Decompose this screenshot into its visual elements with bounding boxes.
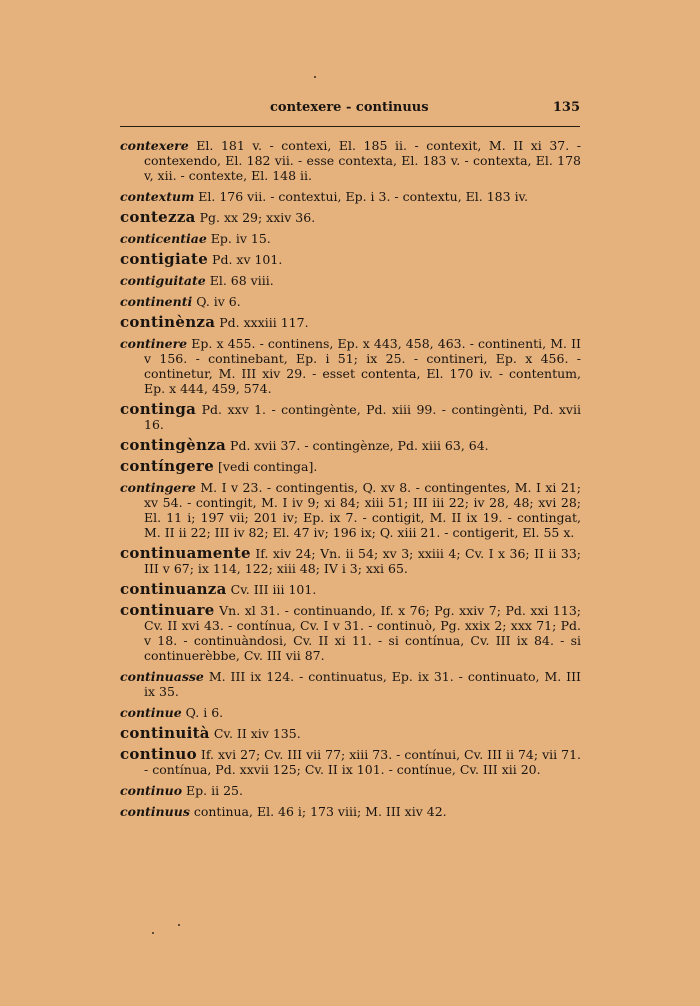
entry-headword: contingènza <box>120 436 227 454</box>
entry-references: Ep. iv 15. <box>206 231 271 246</box>
running-head <box>120 100 580 118</box>
dictionary-entry <box>120 189 581 204</box>
dictionary-entry <box>120 210 581 225</box>
entry-headword: contíngere <box>120 457 215 475</box>
entry-references: [vedi continga]. <box>214 459 318 474</box>
dictionary-entry <box>120 336 581 396</box>
dictionary-entry <box>120 252 581 267</box>
entry-headword: continuus <box>120 804 190 819</box>
entry-headword: continuo <box>120 745 197 763</box>
entry-references: El. 181 v. - contexi, El. 185 ii. - contexit, M. II xi 37. - contexendo, El. 182 vii. - esse contexta, El. 183 v. - contexta, El. 178 v, xii. - contexte, El. 148 ii. <box>144 138 581 183</box>
dictionary-entry <box>120 315 581 330</box>
dictionary-entry <box>120 231 581 246</box>
entry-references: Pd. xxv 1. - contingènte, Pd. xiii 99. - contingènti, Pd. xvii 16. <box>144 402 581 432</box>
entry-references: Cv. II xiv 135. <box>209 726 301 741</box>
entry-references: Pg. xx 29; xxiv 36. <box>195 210 316 225</box>
entry-headword: conticentiae <box>120 231 207 246</box>
entry-headword: contingere <box>120 480 196 495</box>
entry-references: El. 68 viii. <box>205 273 274 288</box>
entry-references: Pd. xvii 37. - contingènze, Pd. xiii 63, 64. <box>226 438 489 453</box>
entry-headword: continenti <box>120 294 193 309</box>
dictionary-entry <box>120 273 581 288</box>
entry-headword: contigiate <box>120 250 209 268</box>
page-speck <box>152 932 154 934</box>
dictionary-entry <box>120 546 581 576</box>
entry-headword: continuanza <box>120 580 227 598</box>
entry-references: If. xiv 24; Vn. ii 54; xv 3; xxiii 4; Cv. I x 36; II ii 33; III v 67; ix 114, 122; xiii 48; IV i 3; xxi 65. <box>144 546 581 576</box>
page-speck <box>178 924 180 926</box>
dictionary-entry <box>120 804 581 819</box>
entry-references: Q. iv 6. <box>192 294 241 309</box>
entry-references: M. III ix 124. - continuatus, Ep. ix 31. - continuato, M. III ix 35. <box>144 669 581 699</box>
dictionary-entry <box>120 669 581 699</box>
entry-headword: contezza <box>120 208 196 226</box>
entry-references: Cv. III iii 101. <box>226 582 317 597</box>
dictionary-entry <box>120 726 581 741</box>
entry-headword: continuità <box>120 724 210 742</box>
entry-headword: continuo <box>120 783 183 798</box>
entry-headword: continuamente <box>120 544 251 562</box>
entry-headword: contexere <box>120 138 189 153</box>
page-speck <box>314 76 316 78</box>
entry-references: Ep. ii 25. <box>182 783 243 798</box>
entry-references: continua, El. 46 i; 173 viii; M. III xiv 42. <box>189 804 447 819</box>
dictionary-entry <box>120 480 581 540</box>
dictionary-entry <box>120 747 581 777</box>
entry-references: El. 176 vii. - contextui, Ep. i 3. - contextu, El. 183 iv. <box>194 189 529 204</box>
dictionary-entry <box>120 402 581 432</box>
dictionary-entry <box>120 138 581 183</box>
dictionary-entry <box>120 582 581 597</box>
entry-references: Vn. xl 31. - continuando, If. x 76; Pg. xxiv 7; Pd. xxi 113; Cv. II xvi 43. - contínua, Cv. I v 31. - continuò, Pg. xxix 2; xxx 71; Pd. v 18. - continuàndosi, Cv. II xi 11. - si contínua, Cv. III ix 84. - si continuerèbbe, Cv. III vii 87. <box>144 603 581 663</box>
entry-references: Q. i 6. <box>181 705 224 720</box>
dictionary-entry <box>120 783 581 798</box>
dictionary-entry <box>120 294 581 309</box>
entry-list <box>120 138 581 825</box>
dictionary-entry <box>120 603 581 663</box>
entry-headword: continga <box>120 400 197 418</box>
running-title: contexere - continuus <box>270 100 429 115</box>
entry-references: If. xvi 27; Cv. III vii 77; xiii 73. - contínui, Cv. III ii 74; vii 71. - contínua, Pd. xxvii 125; Cv. II ix 101. - contínue, Cv. III xii 20. <box>144 747 581 777</box>
dictionary-entry <box>120 705 581 720</box>
dictionary-entry <box>120 438 581 453</box>
entry-references: Pd. xv 101. <box>208 252 283 267</box>
header-rule <box>120 126 580 127</box>
entry-headword: continuasse <box>120 669 204 684</box>
entry-headword: continuare <box>120 601 215 619</box>
entry-headword: contiguitate <box>120 273 206 288</box>
dictionary-entry <box>120 459 581 474</box>
entry-references: Ep. x 455. - continens, Ep. x 443, 458, 463. - continenti, M. II v 156. - continebant, Ep. i 51; ix 25. - contineri, Ep. x 456. - continetur, M. III xiv 29. - esset contenta, El. 170 iv. - contentum, Ep. x 444, 459, 574. <box>144 336 581 396</box>
entry-references: Pd. xxxiii 117. <box>215 315 309 330</box>
entry-references: M. I v 23. - contingentis, Q. xv 8. - contingentes, M. I xi 21; xv 54. - contingit, M. I iv 9; xi 84; xiii 51; III iii 22; iv 28, 48; xvi 28; El. 11 i; 197 vii; 201 iv; Ep. ix 7. - contigit, M. II ix 19. - contingat, M. II ii 22; III iv 82; El. 47 iv; 196 ix; Q. xiii 21. - contigerit, El. 55 x. <box>144 480 581 540</box>
page-number: 135 <box>552 100 580 115</box>
entry-headword: contextum <box>120 189 195 204</box>
entry-headword: continue <box>120 705 182 720</box>
entry-headword: continènza <box>120 313 216 331</box>
entry-headword: continere <box>120 336 188 351</box>
